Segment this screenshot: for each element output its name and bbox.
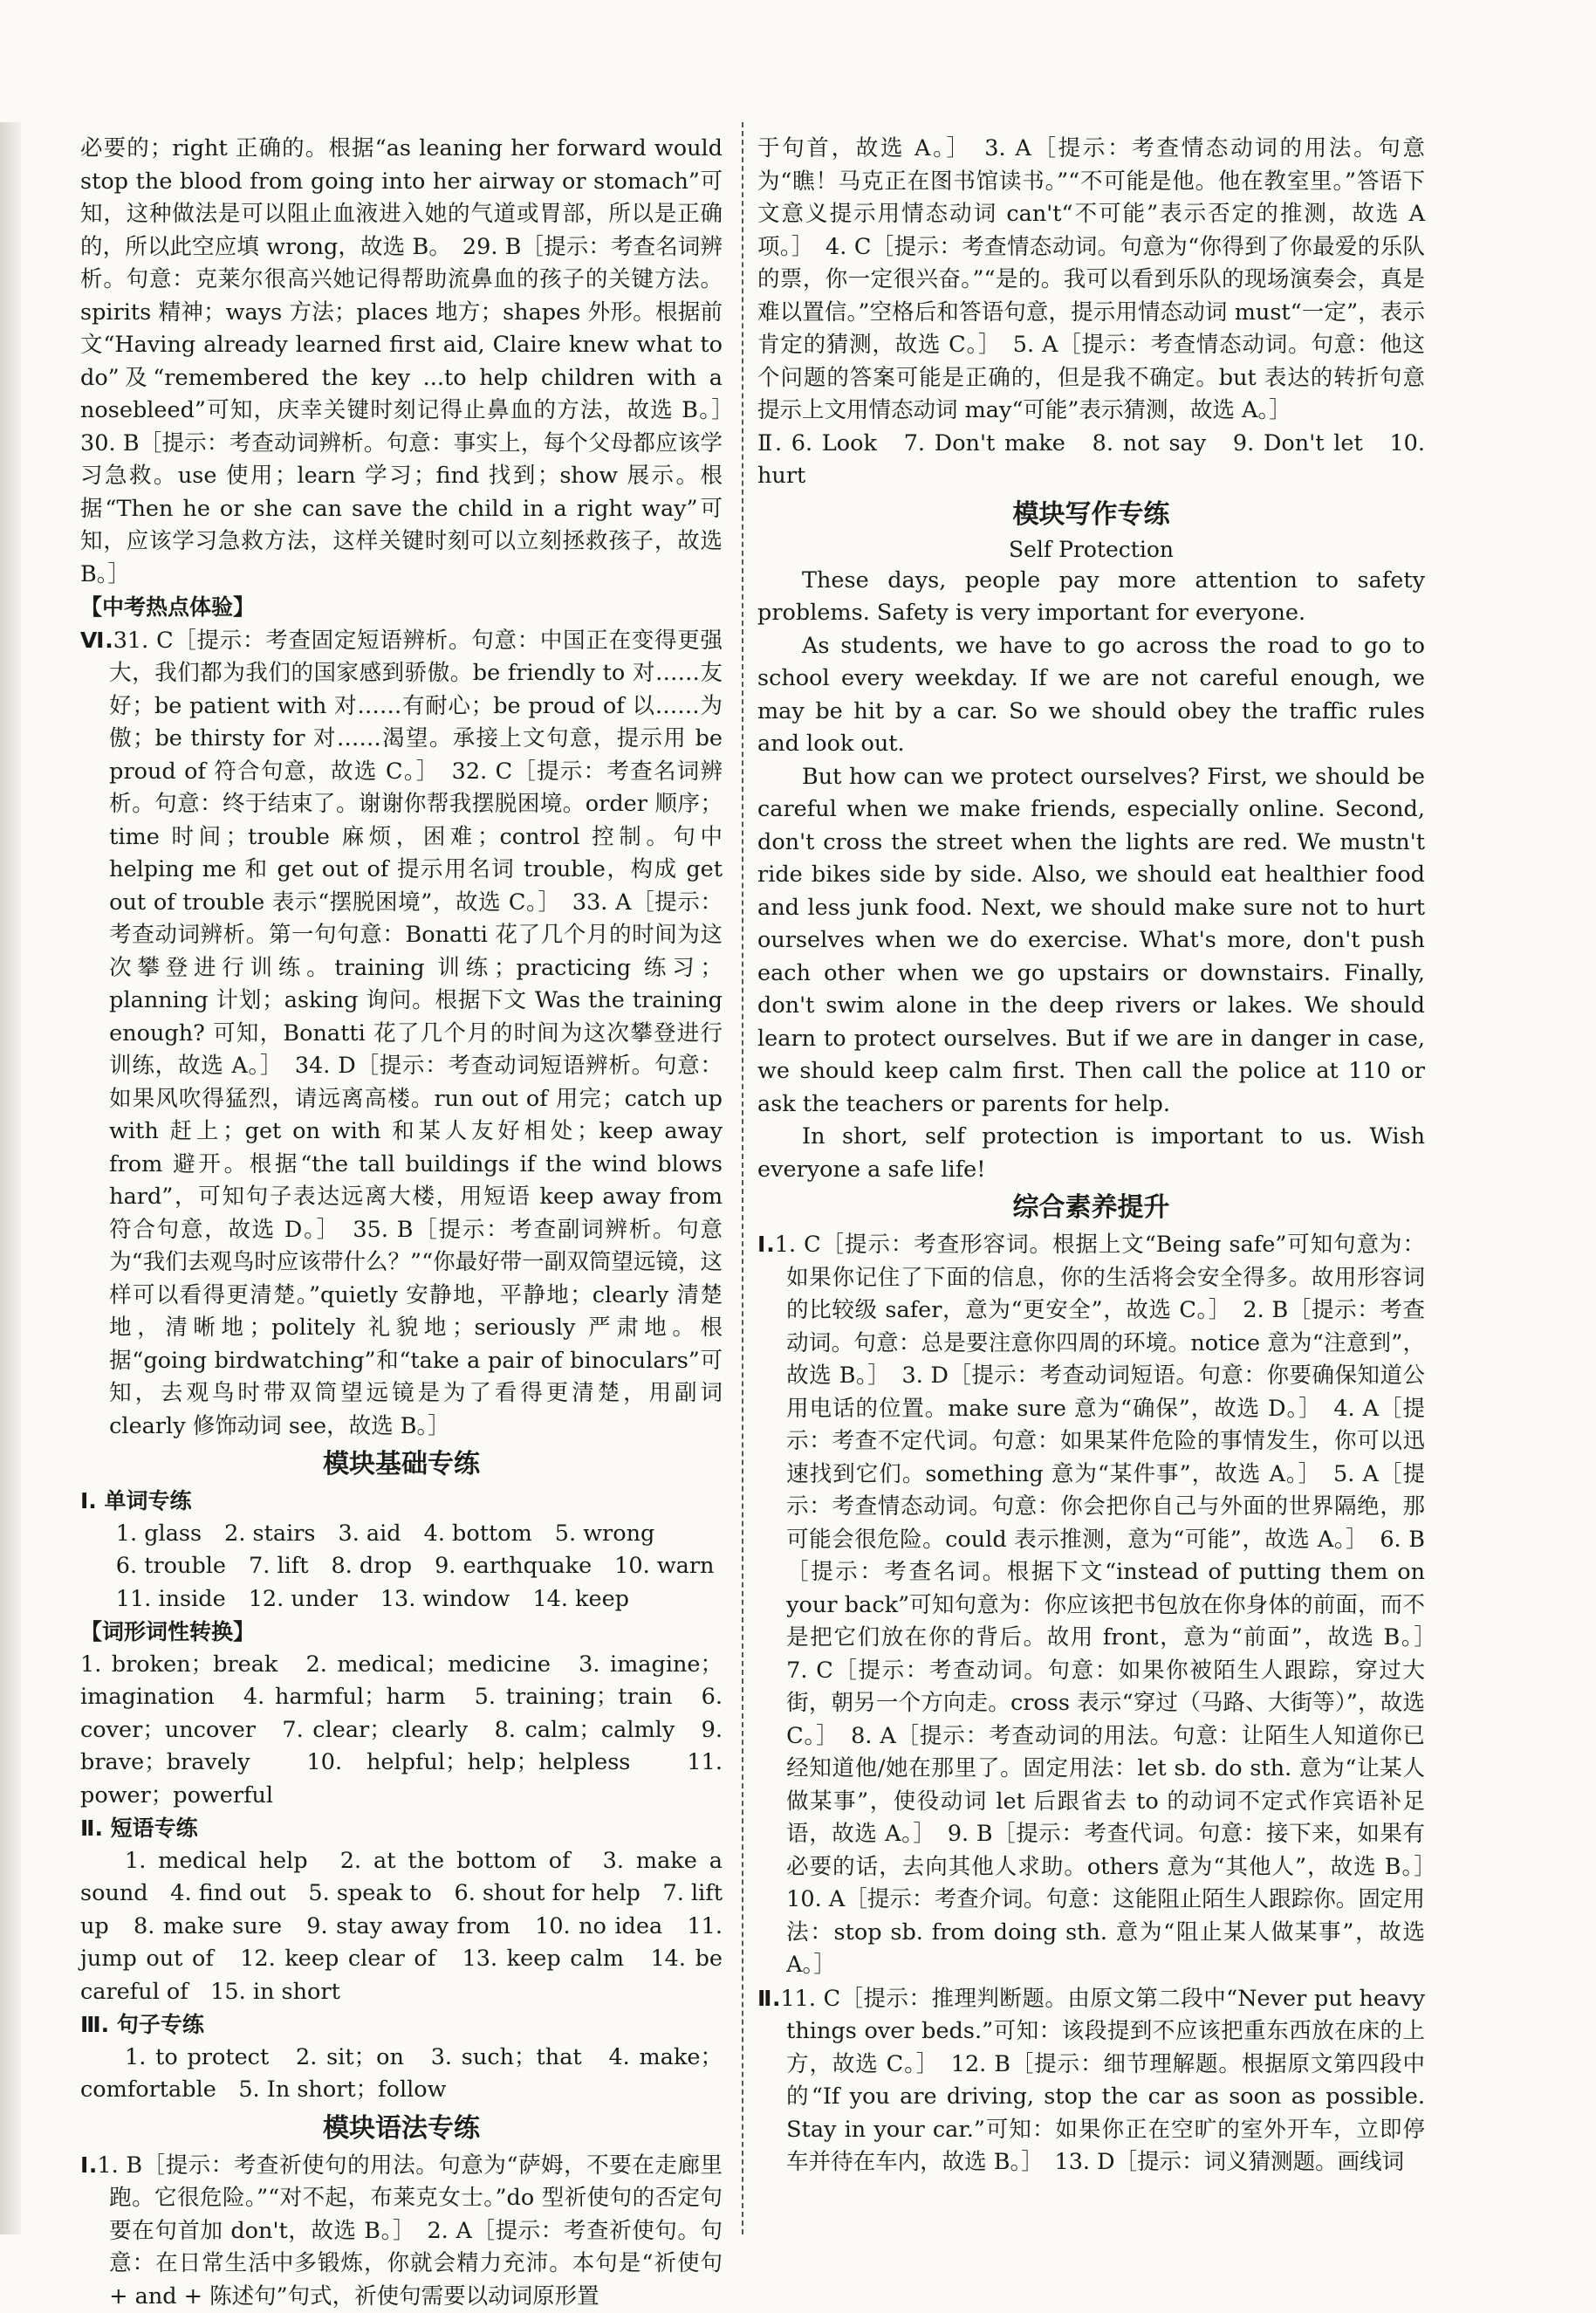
comprehensive-part-i	[757, 1228, 1425, 1982]
grammar-answers	[80, 2149, 723, 2313]
right-column	[757, 133, 1425, 2179]
essay-paragraph: But how can we protect ourselves? First, we should be careful when we make friends, especially online. Second, don't cross the street when the lights are red. We mustn't ride bikes side by side. Also, we should eat healthier food and less junk food. Next, we should make sure not to hurt ourselves when we do exercise. What's more, don't push each other when we go upstairs or downstairs. Finally, don't swim alone in the deep rivers or lakes. We should learn to protect ourselves. But if we are in danger in case, we should keep calm first. Then call the police at 110 or ask the teachers or parents for help.	[757, 761, 1425, 1122]
word-answer: 10. warn	[614, 1550, 714, 1583]
column-divider	[742, 122, 743, 2234]
answer-paragraph-28-30: 必要的；right 正确的。根据“as leaning her forward would stop the blood from going into her airway or stomach”可知，这种做法是可以阻止血液进入她的气道或胃部，所以是正确的，所以此空应填 wrong，故选 B。 29. B［提示：考查名词辨析。句意：克莱尔很高兴她记得帮助流鼻血的孩子的关键方法。spirits 精神；ways 方法；places 地方；shapes 外形。根据前文“Having already learned first aid, Claire knew what to do”及“remembered the key ...to help children with a nosebleed”可知，庆幸关键时刻记得止鼻血的方法，故选 B。］ 30. B［提示：考查动词辨析。句意：事实上，每个父母都应该学习急救。use 使用；learn 学习；find 找到；show 展示。根据“Then he or she can save the child in a right way”可知，应该学习急救方法，这样关键时刻可以立刻拯救孩子，故选 B。］	[80, 133, 723, 591]
word-answer: 7. lift	[249, 1550, 308, 1583]
grammar-answers-continued: 于句首，故选 A。］ 3. A［提示：考查情态动词的用法。句意为“瞧！马克正在图书馆读书。”“不可能是他。他在教室里。”答语下文意义提示用情态动词 can't“不可能”表示否定的推测，故选 A 项。］ 4. C［提示：考查情态动词。句意为“你得到了你最爱的乐队的票，你一定很兴奋。”“是的。我可以看到乐队的现场演奏会，真是难以置信。”空格后和答语句意，提示用情态动词 must“一定”，表示肯定的猜测，故选 C。］ 5. A［提示：考查情态动词。句意：他这个问题的答案可能是正确的，但是我不确定。but 表达的转折句意提示上文用情态动词 may“可能”表示猜测，故选 A。］	[757, 133, 1425, 428]
word-answer: 3. aid	[339, 1518, 401, 1551]
section-title-writing: 模块写作专练	[757, 495, 1425, 535]
binding-edge	[0, 122, 21, 2234]
word-answer: 6. trouble	[116, 1550, 226, 1583]
section-title-basic: 模块基础专练	[80, 1445, 723, 1485]
word-answer: 9. earthquake	[435, 1550, 592, 1583]
answer-text-31-35: 31. C［提示：考查固定短语辨析。句意：中国正在变得更强大，我们都为我们的国家感到骄傲。be friendly to 对……友好；be patient with 对……有耐心；be proud of 以……为傲；be thirsty for 对……渴望。承接上文句意，提示用 be proud of 符合句意，故选 C。］ 32. C［提示：考查名词辨析。句意：终于结束了。谢谢你帮我摆脱困境。order 顺序；time 时间；trouble 麻烦，困难；control 控制。句中 helping me 和 get out of 提示用名词 trouble，构成 get out of trouble 表示“摆脱困境”，故选 C。］ 33. A［提示：考查动词辨析。第一句句意：Bonatti 花了几个月的时间为这次攀登进行训练。training 训练；practicing 练习；planning 计划；asking 询问。根据下文 Was the training enough? 可知，Bonatti 花了几个月的时间为这次攀登进行训练，故选 A。］ 34. D［提示：考查动词短语辨析。句意：如果风吹得猛烈，请远离高楼。run out of 用完；catch up with 赶上；get on with 和某人友好相处；keep away from 避开。根据“the tall buildings if the wind blows hard”，可知句子表达远离大楼，用短语 keep away from 符合句意，故选 D。］ 35. B［提示：考查副词辨析。句意为“我们去观鸟时应该带什么？”“你最好带一副双筒望远镜，这样可以看得更清楚。”quietly 安静地，平静地；clearly 清楚地，清晰地；politely 礼貌地；seriously 严肃地。根据“going birdwatching”和“take a pair of binoculars”可知，去观鸟时带双筒望远镜是为了看得更清楚，用副词 clearly 修饰动词 see，故选 B。］	[109, 628, 723, 1439]
section-tag-exam-hotspot: 【中考热点体验】	[80, 591, 723, 624]
phrase-practice-heading: Ⅱ. 短语专练	[80, 1812, 723, 1845]
essay-paragraph: In short, self protection is important to us. Wish everyone a safe life!	[757, 1121, 1425, 1186]
roman-label-vi: Ⅵ.	[80, 628, 113, 653]
sentence-practice-heading: Ⅲ. 句子专练	[80, 2008, 723, 2042]
word-answer: 11. inside	[116, 1583, 226, 1616]
essay-paragraph: As students, we have to go across the road to go to school every weekday. If we are not careful enough, we may be hit by a car. So we should obey the traffic rules and look out.	[757, 630, 1425, 761]
phrase-answers: 1. medical help 2. at the bottom of 3. make a sound 4. find out 5. speak to 6. shout for help 7. lift up 8. make sure 9. stay away from 10. no idea 11. jump out of 12. keep clear of 13. keep calm 14. be careful of 15. in short	[80, 1845, 723, 2009]
essay-paragraph: These days, people pay more attention to safety problems. Safety is very important for everyone.	[757, 565, 1425, 630]
comprehensive-text-1: 1. C［提示：考查形容词。根据上文“Being safe”可知句意为：如果你记住了下面的信息，你的生活将会安全得多。故用形容词的比较级 safer，意为“更安全”，故选 C。］ 2. B［提示：考查动词。句意：总是要注意你四周的环境。notice 意为“注意到”，故选 B。］ 3. D［提示：考查动词短语。句意：你要确保知道公用电话的位置。make sure 意为“确保”，故选 D。］ 4. A［提示：考查不定代词。句意：如果某件危险的事情发生，你可以迅速找到它们。something 意为“某件事”，故选 A。］ 5. A［提示：考查情态动词。句意：你会把你自己与外面的世界隔绝，那可能会很危险。could 表示推测，意为“可能”，故选 A。］ 6. B［提示：考查名词。根据下文“instead of putting them on your back”可知句意为：你应该把书包放在你身体的前面，而不是把它们放在你的背后。故用 front，意为“前面”，故选 B。］ 7. C［提示：考查动词。句意：如果你被陌生人跟踪，穿过大街，朝另一个方向走。cross 表示“穿过（马路、大街等）”，故选 C。］ 8. A［提示：考查动词的用法。句意：让陌生人知道你已经知道他/她在那里了。固定用法：let sb. do sth. 意为“让某人做某事”，使役动词 let 后跟省去 to 的动词不定式作宾语补足语，故选 A。］ 9. B［提示：考查代词。句意：接下来，如果有必要的话，去向其他人求助。others 意为“其他人”，故选 B。］ 10. A［提示：考查介词。句意：这能阻止陌生人跟踪你。固定用法：stop sb. from doing sth. 意为“阻止某人做某事”，故选 A。］	[775, 1232, 1448, 1978]
comprehensive-text-2: 11. C［提示：推理判断题。由原文第二段中“Never put heavy things over beds.”可知：该段提到不应该把重东西放在床的上方，故选 C。］ 12. B［提示：细节理解题。根据原文第四段中的“If you are driving, stop the car as soon as possible. Stay in your car.”可知：如果你正在空旷的室外开车，立即停车并待在车内，故选 B。］ 13. D［提示：词义猜测题。画线词	[780, 1986, 1425, 2176]
word-answer: 2. stairs	[224, 1518, 315, 1551]
word-practice-heading: Ⅰ. 单词专练	[80, 1485, 723, 1518]
word-answer: 5. wrong	[555, 1518, 655, 1551]
roman-label-ii: Ⅱ.	[757, 1986, 780, 2011]
word-answer: 8. drop	[331, 1550, 412, 1583]
roman-label-i: Ⅰ.	[757, 1232, 775, 1257]
grammar-text: 1. B［提示：考查祈使句的用法。句意为“萨姆，不要在走廊里跑。它很危险。”“对不起，布莱克女士。”do 型祈使句的否定句要在句首加 don't，故选 B。］ 2. A［提示：考查祈使句。句意：在日常生活中多锻炼，你就会精力充沛。本句是“祈使句 + and + 陈述句”句式，祈使句需要以动词原形置	[97, 2152, 723, 2310]
word-answer: 14. keep	[532, 1583, 629, 1616]
comprehensive-part-ii	[757, 1982, 1425, 2179]
word-forms-answers: 1. broken；break 2. medical；medicine 3. imagine；imagination 4. harmful；harm 5. training；train 6. cover；uncover 7. clear；clearly 8. calm；calmly 9. brave；bravely 10. helpful；help；helpless 11. power；powerful	[80, 1649, 723, 1813]
section-tag-word-forms: 【词形词性转换】	[80, 1616, 723, 1649]
section-title-comprehensive: 综合素养提升	[757, 1188, 1425, 1228]
word-answer: 12. under	[249, 1583, 358, 1616]
essay-title: Self Protection	[757, 535, 1425, 565]
word-answer: 1. glass	[116, 1518, 202, 1551]
word-answer: 13. window	[380, 1583, 510, 1616]
grammar-part-ii-answers: Ⅱ. 6. Look 7. Don't make 8. not say 9. Don't let 10. hurt	[757, 428, 1425, 493]
section-title-grammar: 模块语法专练	[80, 2109, 723, 2149]
roman-label-i: Ⅰ.	[80, 2152, 97, 2178]
left-column	[80, 133, 723, 2313]
word-answer-grid	[80, 1518, 723, 1616]
sentence-answers: 1. to protect 2. sit；on 3. such；that 4. make；comfortable 5. In short；follow	[80, 2042, 723, 2107]
answer-paragraph-31-35	[80, 624, 723, 1444]
word-answer: 4. bottom	[424, 1518, 532, 1551]
